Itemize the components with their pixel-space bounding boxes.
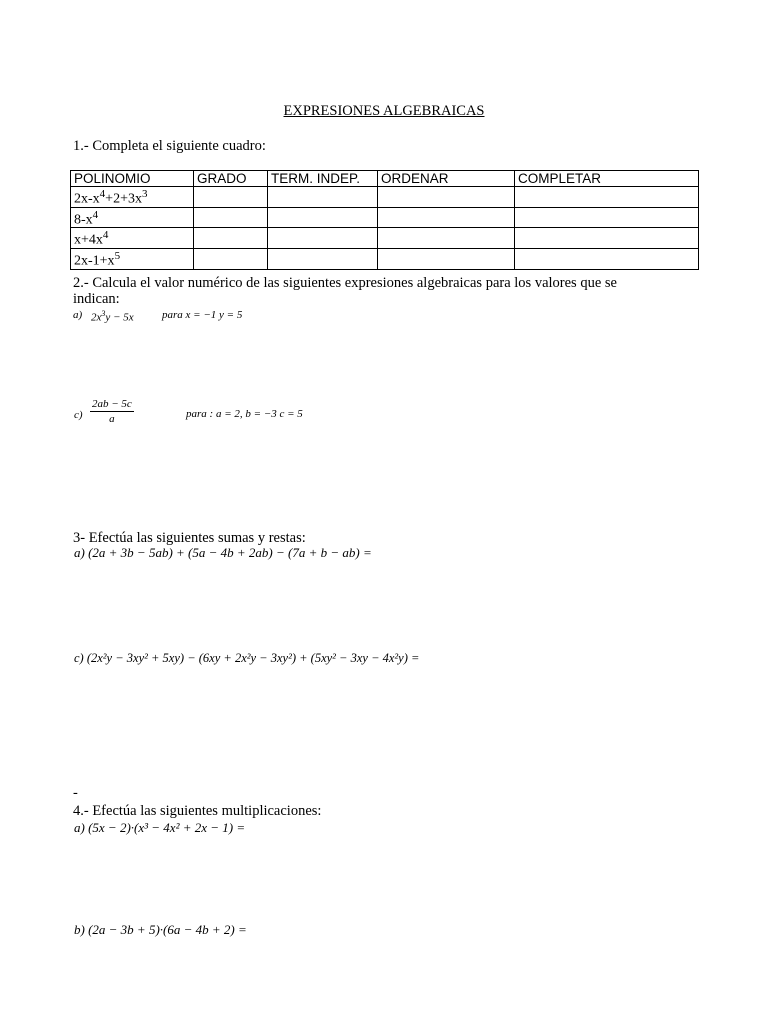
polynomial-cell: $2x-1+x^5$ <box>71 248 194 269</box>
question-3-heading: 3- Efectúa las siguientes sumas y restas: <box>73 530 306 546</box>
table-header-row <box>71 171 699 187</box>
question-2a-values: para x = −1 y = 5 <box>162 309 243 321</box>
ordenar-cell[interactable] <box>378 207 515 228</box>
term-indep-cell[interactable] <box>268 187 378 208</box>
question-3c-expression: c) (2x²y − 3xy² + 5xy) − (6xy + 2x²y − 3xy²) + (5xy² − 3xy − 4x²y) = <box>74 651 420 665</box>
question-2-heading-line1: 2.- Calcula el valor numérico de las siguientes expresiones algebraicas para los valores que se <box>73 275 617 291</box>
question-1-heading: 1.- Completa el siguiente cuadro: <box>73 138 266 154</box>
term-indep-cell[interactable] <box>268 248 378 269</box>
polynomial-table <box>70 170 699 270</box>
table-row <box>71 228 699 249</box>
question-4a-expression: a) (5x − 2)·(x³ − 4x² + 2x − 1) = <box>74 820 246 835</box>
table-row <box>71 207 699 228</box>
completar-cell[interactable] <box>515 187 699 208</box>
header-grado: GRADO <box>194 171 268 187</box>
term-indep-cell[interactable] <box>268 228 378 249</box>
term-indep-cell[interactable] <box>268 207 378 228</box>
fraction-denominator: a <box>109 413 115 425</box>
header-ordenar: ORDENAR <box>378 171 515 187</box>
question-2a-expression: $2x^3y - 5x$ <box>91 309 134 324</box>
completar-cell[interactable] <box>515 228 699 249</box>
ordenar-cell[interactable] <box>378 187 515 208</box>
header-completar: COMPLETAR <box>515 171 699 187</box>
separator-dash: - <box>73 785 78 801</box>
ordenar-cell[interactable] <box>378 228 515 249</box>
grado-cell[interactable] <box>194 248 268 269</box>
polynomial-cell: $8-x^4$ <box>71 207 194 228</box>
grado-cell[interactable] <box>194 187 268 208</box>
grado-cell[interactable] <box>194 228 268 249</box>
question-4-heading: 4.- Efectúa las siguientes multiplicaciones: <box>73 803 322 819</box>
polynomial-cell: $2x-x^4+2+3x^3$ <box>71 187 194 208</box>
table-row <box>71 187 699 208</box>
fraction-numerator: 2ab − 5c <box>92 398 132 410</box>
completar-cell[interactable] <box>515 207 699 228</box>
ordenar-cell[interactable] <box>378 248 515 269</box>
table-row <box>71 248 699 269</box>
question-2-heading-line2: indican: <box>73 291 120 307</box>
question-3a-expression: a) (2a + 3b − 5ab) + (5a − 4b + 2ab) − (7a + b − ab) = <box>74 545 372 560</box>
polynomial-cell: $x+4x^4$ <box>71 228 194 249</box>
question-2c-label: c) <box>74 409 83 421</box>
document-title: EXPRESIONES ALGEBRAICAS <box>283 103 485 119</box>
header-polinomio: POLINOMIO <box>71 171 194 187</box>
question-4b-expression: b) (2a − 3b + 5)·(6a − 4b + 2) = <box>74 922 247 937</box>
question-2a-label: a) <box>73 309 83 321</box>
header-term-indep: TERM. INDEP. <box>268 171 378 187</box>
grado-cell[interactable] <box>194 207 268 228</box>
question-2c-fraction <box>90 398 134 425</box>
question-2c-values: para : a = 2, b = −3 c = 5 <box>186 408 303 420</box>
completar-cell[interactable] <box>515 248 699 269</box>
